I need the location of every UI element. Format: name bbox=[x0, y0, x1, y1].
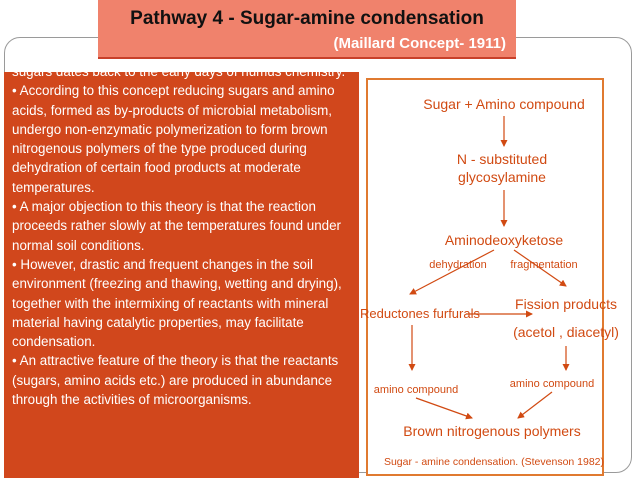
node-fission-products: Fission products bbox=[515, 296, 617, 312]
label-dehydration: dehydration bbox=[429, 259, 487, 271]
text-line-intro: sugars dates back to the early days of humus chemistry. bbox=[12, 64, 346, 79]
bullet-3: • However, drastic and frequent changes in the soil environment (freezing and thawing, wetting and drying), together with the intermixing of reactants with mineral material having catalytic properties, may facilitate condensation. bbox=[12, 256, 342, 350]
bullet-4: • An attractive feature of the theory is that the reactants (sugars, amino acids etc.) are produced in abundance through the activities of microorganisms. bbox=[12, 353, 339, 408]
label-amino-compound-right: amino compound bbox=[509, 378, 595, 390]
converge-right-arrow bbox=[518, 392, 552, 418]
body-text bbox=[12, 62, 354, 409]
branch-left-arrow bbox=[410, 250, 494, 294]
bullet-1: • According to this concept reducing sugars and amino acids, formed as by-products of microbial metabolism, undergo non-enzymatic polymerization to form brown nitrogenous polymers of the type produced during dehydration of certain food products at moderate temperatures. bbox=[12, 83, 335, 195]
node-sugar-amino: Sugar + Amino compound bbox=[423, 96, 585, 112]
diagram-caption: Sugar - amine condensation. (Stevenson 1982) bbox=[383, 456, 605, 468]
slide-subtitle: (Maillard Concept- 1911) bbox=[333, 35, 506, 52]
bullet-2: • A major objection to this theory is that the reaction proceeds rather slowly at the temperatures found under normal soil conditions. bbox=[12, 199, 341, 253]
node-reductones-furfurals: Reductones furfurals bbox=[360, 306, 480, 321]
title-box bbox=[98, 0, 516, 59]
node-acetol-diacetyl: (acetol , diacetyl) bbox=[513, 324, 619, 340]
label-amino-compound-left: amino compound bbox=[373, 384, 459, 396]
node-aminodeoxyketose: Aminodeoxyketose bbox=[444, 232, 564, 248]
pathway-diagram bbox=[360, 78, 619, 476]
converge-left-arrow bbox=[416, 398, 472, 418]
node-n-substituted: N - substituted bbox=[456, 151, 548, 167]
slide-title: Pathway 4 - Sugar-amine condensation bbox=[130, 8, 484, 29]
node-brown-polymers: Brown nitrogenous polymers bbox=[403, 423, 581, 439]
node-glycosylamine: glycosylamine bbox=[458, 169, 546, 185]
label-fragmentation: fragmentation bbox=[510, 259, 578, 271]
text-panel bbox=[4, 64, 359, 478]
